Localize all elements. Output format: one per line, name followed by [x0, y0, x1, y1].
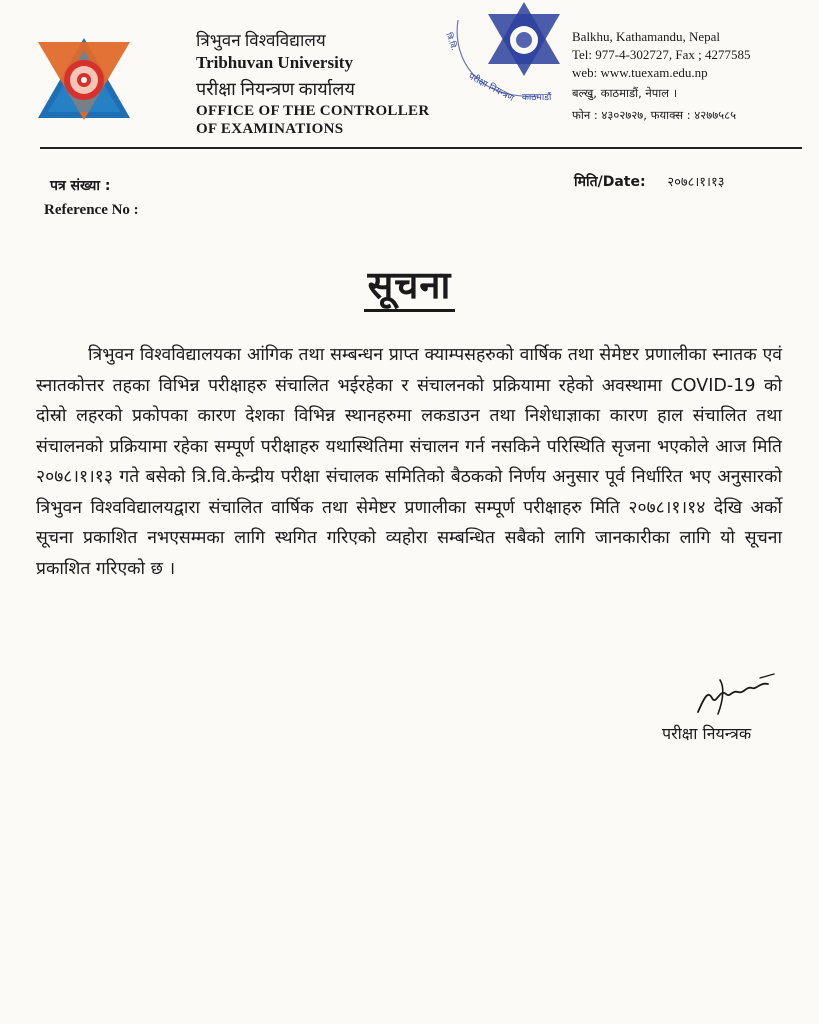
office-name-np: परीक्षा नियन्त्रण कार्यालय	[196, 79, 355, 99]
letter-number-label: पत्र संख्या :	[50, 178, 111, 194]
svg-text:परीक्षा नियन्त्रण: परीक्षा नियन्त्रण	[466, 71, 516, 104]
notice-heading: सूचना	[364, 263, 456, 312]
notice-title	[0, 258, 819, 310]
reference-number-label: Reference No :	[44, 202, 139, 218]
contact-block	[572, 28, 812, 126]
signature	[690, 668, 780, 720]
office-name-en-line1: OFFICE OF THE CONTROLLER	[196, 103, 430, 119]
university-name-np: त्रिभुवन विश्वविद्यालय	[196, 31, 326, 50]
svg-text:काठमाडौं: काठमाडौं	[522, 93, 552, 103]
notice-body: त्रिभुवन विश्वविद्यालयका आंगिक तथा सम्बन्धन प्राप्त क्याम्पसहरुको वार्षिक तथा सेमेष्टर प्रणालीका स्नातक एवं स्नातकोत्तर तहका विभिन्न परीक्षाहरु संचालित भईरहेका र संचालनको प्रक्रियामा रहेको अवस्थामा COVID-19 को दोस्रो लहरको प्रकोपका कारण देशका विभिन्न स्थानहरुमा लकडाउन तथा निशेधाज्ञाका कारण हाल संचालित तथा संचालनको प्रक्रियामा रहेका सम्पूर्ण परीक्षाहरु यथास्थितिमा संचालन गर्न नसकिने परिस्थिति सृजना भएकोले आज मिति २०७८।१।१३ गते बसेको त्रि.वि.केन्द्रीय परीक्षा संचालक समितिको बैठकको निर्णय अनुसार पूर्व निर्धारित भए अनुसारको त्रिभुवन विश्वविद्यालयद्वारा संचालित वार्षिक तथा सेमेष्टर प्रणालीका सम्पूर्ण परीक्षाहरु मिति २०७८।१।१४ देखि अर्को सूचना प्रकाशित नभएसम्मका लागि स्थगित गरिएको व्यहोरा सम्बन्धित सबैको लागि जानकारीका लागि यो सूचना प्रकाशित गरिएको छ ।	[36, 345, 782, 579]
university-name-en: Tribhuvan University	[196, 53, 353, 72]
svg-text:त्रि.वि.: त्रि.वि.	[444, 31, 459, 52]
date-label: मिति/Date:	[574, 174, 646, 190]
office-seal	[438, 0, 578, 108]
date-block	[574, 172, 725, 191]
office-name-en-line2: OF EXAMINATIONS	[196, 121, 344, 137]
reference-block	[44, 174, 139, 222]
tribhuvan-university-logo	[36, 36, 132, 122]
date-value: २०७८।१।१३	[667, 175, 725, 190]
header-divider	[40, 147, 802, 149]
website: web: www.tuexam.edu.np	[572, 65, 708, 80]
signatory-title: परीक्षा नियन्त्रक	[662, 724, 752, 743]
phone-np: फोन : ४३०२७२७, फयाक्स : ४२७७५८५	[572, 108, 737, 122]
address-en: Balkhu, Kathamandu, Nepal	[572, 29, 721, 44]
address-np: बल्खु, काठमाडौं, नेपाल ।	[572, 86, 678, 100]
telephone-fax-en: Tel: 977-4-302727, Fax ; 4277585	[572, 47, 751, 62]
